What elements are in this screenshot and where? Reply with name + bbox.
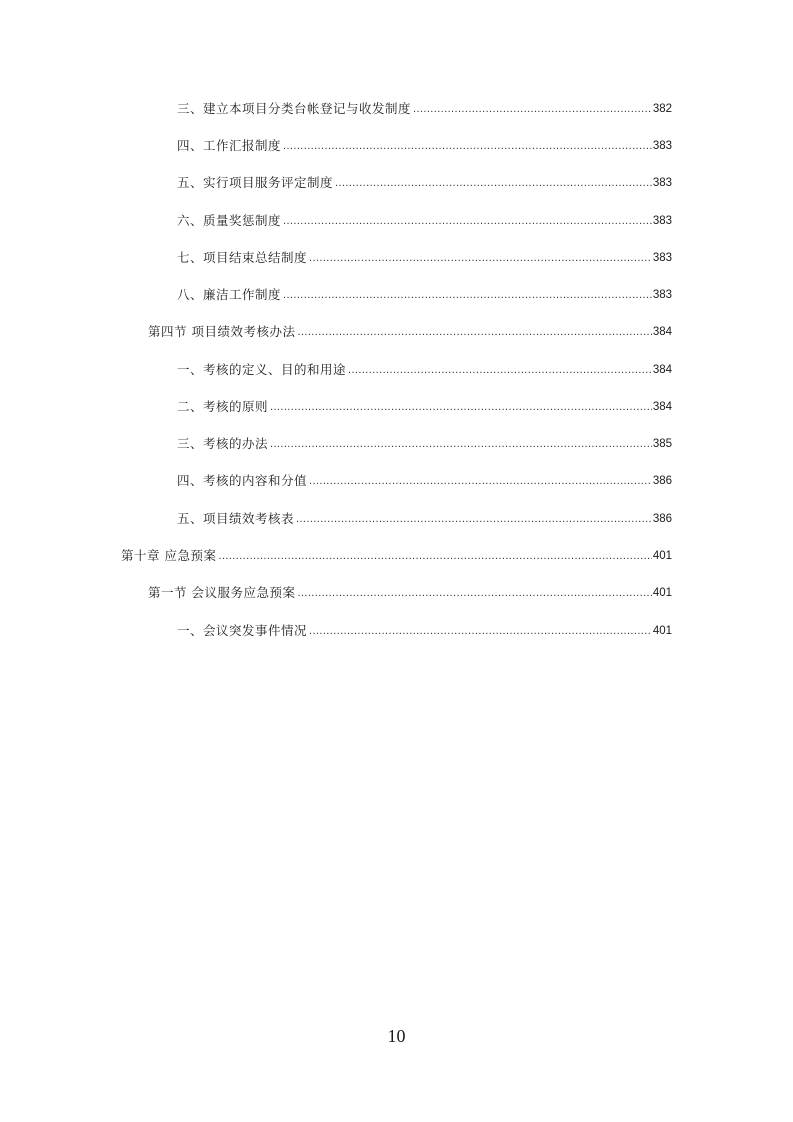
toc-entry-title: 三、考核的办法 — [177, 436, 269, 451]
toc-entry-title: 第一节 会议服务应急预案 — [148, 585, 296, 600]
dot-leader — [296, 509, 652, 529]
toc-entry-page: 382 — [652, 103, 672, 115]
toc-entry-title: 一、考核的定义、目的和用途 — [177, 362, 347, 377]
toc-entry-title: 八、廉洁工作制度 — [177, 287, 282, 302]
toc-entry-title: 四、工作汇报制度 — [177, 138, 282, 153]
toc-entry-page: 383 — [652, 140, 672, 152]
toc-entry[interactable] — [177, 360, 672, 380]
toc-entry[interactable] — [177, 434, 672, 454]
dot-leader — [309, 248, 652, 268]
dot-leader — [283, 136, 652, 156]
toc-entry-page: 383 — [652, 177, 672, 189]
toc-entry[interactable] — [177, 211, 672, 231]
toc-entry[interactable] — [177, 136, 672, 156]
toc-entry[interactable] — [177, 285, 672, 305]
toc-entry[interactable] — [177, 397, 672, 417]
toc-entry-page: 401 — [652, 550, 672, 562]
toc-entry-title: 三、建立本项目分类台帐登记与收发制度 — [177, 101, 412, 116]
dot-leader — [335, 173, 652, 193]
toc-entry[interactable] — [177, 471, 672, 491]
toc-entry[interactable] — [177, 248, 672, 268]
toc-entry-title: 第十章 应急预案 — [121, 548, 217, 563]
dot-leader — [218, 546, 651, 566]
toc-entry-title: 六、质量奖惩制度 — [177, 213, 282, 228]
toc-entry-page: 386 — [652, 513, 672, 525]
toc-entry[interactable] — [148, 583, 672, 603]
toc-entry[interactable] — [148, 322, 672, 342]
toc-entry-page: 383 — [652, 289, 672, 301]
dot-leader — [348, 360, 652, 380]
toc-entry-title: 二、考核的原则 — [177, 399, 269, 414]
toc-entry-title: 第四节 项目绩效考核办法 — [148, 324, 296, 339]
dot-leader — [297, 322, 651, 342]
toc-entry-page: 383 — [652, 215, 672, 227]
toc-entry[interactable] — [177, 99, 672, 119]
dot-leader — [297, 583, 651, 603]
dot-leader — [309, 621, 652, 641]
toc-entry-title: 七、项目结束总结制度 — [177, 250, 308, 265]
toc-entry[interactable] — [177, 173, 672, 193]
dot-leader — [309, 471, 652, 491]
toc-entry-page: 385 — [652, 438, 672, 450]
toc-entry[interactable] — [121, 546, 672, 566]
toc-entry-title: 五、项目绩效考核表 — [177, 511, 295, 526]
toc-entry-title: 四、考核的内容和分值 — [177, 473, 308, 488]
dot-leader — [283, 285, 652, 305]
dot-leader — [270, 434, 652, 454]
dot-leader — [283, 211, 652, 231]
toc-entry[interactable] — [177, 509, 672, 529]
toc-entry-title: 一、会议突发事件情况 — [177, 623, 308, 638]
page-number: 10 — [387, 1026, 406, 1046]
toc-entry-page: 386 — [652, 475, 672, 487]
toc-entry-page: 401 — [652, 625, 672, 637]
toc-entry[interactable] — [177, 621, 672, 641]
toc-entry-page: 384 — [652, 364, 672, 376]
toc-entry-page: 383 — [652, 252, 672, 264]
dot-leader — [270, 397, 652, 417]
toc-entry-title: 五、实行项目服务评定制度 — [177, 175, 334, 190]
toc-entry-page: 384 — [652, 326, 672, 338]
dot-leader — [413, 99, 652, 119]
toc-entry-page: 401 — [652, 587, 672, 599]
toc-entry-page: 384 — [652, 401, 672, 413]
